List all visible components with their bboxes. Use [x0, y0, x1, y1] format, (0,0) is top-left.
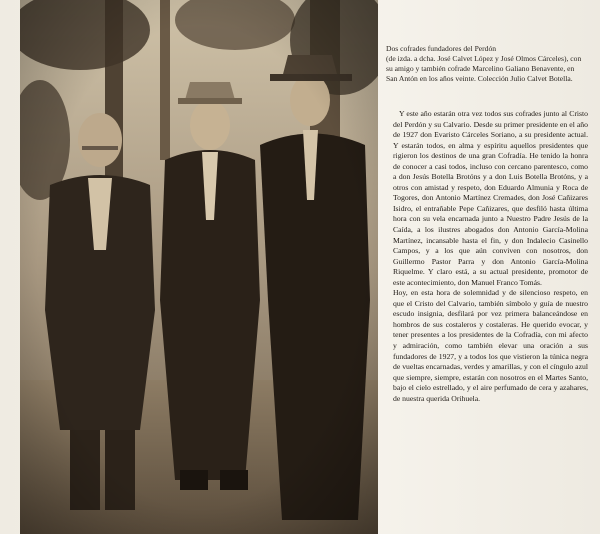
caption-line-1: Dos cofrades fundadores del Perdón [386, 44, 497, 53]
caption-line-2: (de izda. a dcha. José Calvet López y José Olmos Cárceles), con su amigo y también cofrade Marcelino Galiano Benavente, en San Antón en los años veinte. Colección Julio Calvet Botella. [386, 54, 582, 84]
article-paragraph-1: Y este año estarán otra vez todos sus cofrades junto al Cristo del Perdón y su Calvario. Desde su primer presidente en el año de 1927 don Evaristo Cárceles Soriano, a su presidente actual. Y estarán todos, en alma y espíritu aquellos presidentes que rigieron los destinos de una gran Cofradía. He tenido la honra de conocer a casi todos, incluso con cercano parentesco, como a don Jesús Botella Brotóns y a don Luis Botella Brotóns, y a otros con amistad y respeto, don Eduardo Almunia y Roca de Togores, don Antonio Martínez Cremades, don José Cañizares Isidro, el entrañable Pepe Cañizares, que desfiló hasta última hora con su vela encarnada junto a Nuestro Padre Jesús de la Caída, a los ilustres abogados don Antonio García-Molina Martínez, incansable hasta el fin, y don Indalecio Casinello Campos, y a los que aún conviven con nosotros, don Guillermo Pastor Parra y don Antonio García-Molina Riquelme. Y claro está, a su actual presidente, promotor de este acontecimiento, don Manuel Franco Tomás. [393, 109, 588, 287]
article-paragraph-2: Hoy, en esta hora de solemnidad y de silencioso respeto, en que el Cristo del Calvario, también símbolo y guía de nuestro escudo insignia, desfilará por vez primera balanceándose en hombros de sus costaleros y costaleras. He querido evocar, y tener presentes a los presidentes de la Cofradía, con mi afecto y admiración, como también elevar una oración a sus fundadores de 1927, y a todos los que vistieron la túnica negra de vueltas encarnadas, verdes y amarillas, y con el cíngulo azul que siempre, siempre, estarán con nosotros en el Martes Santo, bajo el cielo estrellado, y el aire perfumado de cera y azahares, de nuestra querida Orihuela. [393, 288, 588, 403]
historical-photograph [20, 0, 378, 534]
article-text [393, 109, 588, 404]
photo-caption [386, 44, 586, 84]
sepia-photograph-icon [20, 0, 378, 534]
